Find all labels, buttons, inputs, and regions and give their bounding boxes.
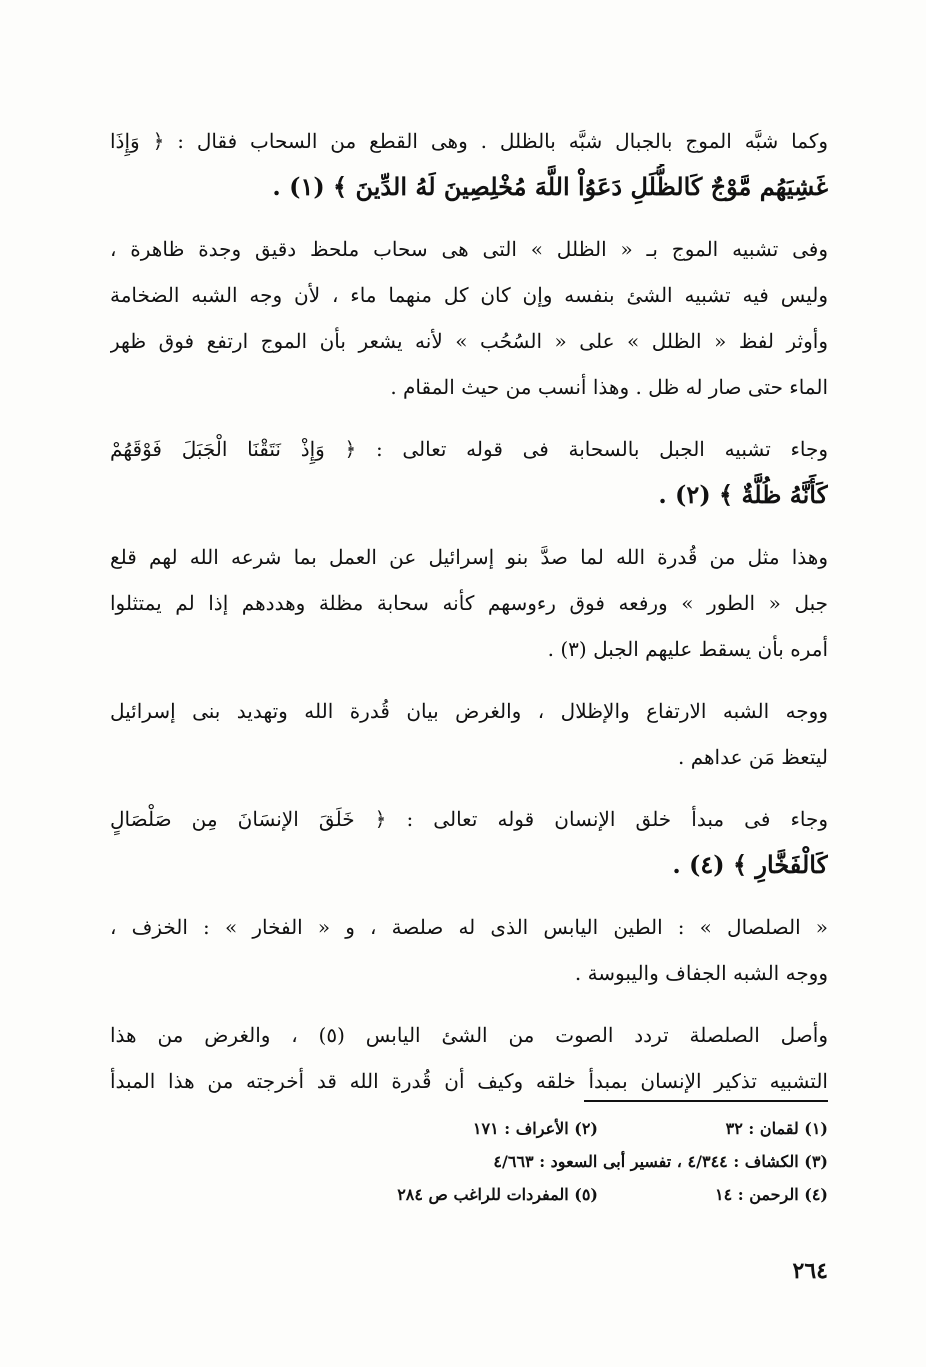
footnote-divider bbox=[584, 1100, 828, 1102]
page-number: ٢٦٤ bbox=[792, 1258, 828, 1284]
text-line: وجاء تشبيه الجبل بالسحابة فى قوله تعالى : ﴿ وَإِذْ نَتَقْنَا الْجَبَلَ فَوْقَهُمْ bbox=[110, 437, 828, 461]
footnote-row bbox=[290, 1178, 828, 1211]
main-text bbox=[110, 118, 828, 1120]
text-line: « الصلصال » : الطين اليابس الذى له صلصة ، و « الفخار » : الخزف ، bbox=[110, 915, 828, 939]
text-line: وجاء فى مبدأ خلق الإنسان قوله تعالى : ﴿ خَلَقَ الإنسَانَ مِن صَلْصَالٍ bbox=[110, 807, 828, 831]
quran-verse-line: كَأَنَّهُ ظُلَّةٌ ﴾ (٢) . bbox=[658, 480, 828, 509]
text-line: ووجه الشبه الارتفاع والإظلال ، والغرض بيان قُدرة الله وتهديد بنى إسرائيل bbox=[110, 699, 828, 723]
text-line: أمره بأن يسقط عليهم الجبل (٣) . bbox=[547, 637, 828, 661]
paragraph-1 bbox=[110, 118, 828, 210]
footnote-4: (٤) الرحمن : ١٤ bbox=[714, 1185, 828, 1204]
paragraph-8 bbox=[110, 1012, 828, 1104]
paragraph-4 bbox=[110, 534, 828, 672]
text-line: ووجه الشبه الجفاف واليبوسة . bbox=[574, 961, 828, 985]
footnote-2: (٢) الأعراف : ١٧١ bbox=[472, 1119, 598, 1138]
text-line: الماء حتى صار له ظل . وهذا أنسب من حيث المقام . bbox=[390, 375, 828, 399]
footnote-3: (٣) الكشاف : ٤/٣٤٤ ، تفسير أبى السعود : ٤/٦٦٣ bbox=[493, 1152, 828, 1171]
text-line: وفى تشبيه الموج بـ « الظلل » التى هى سحاب ملحظ دقيق وجدة ظاهرة ، bbox=[110, 237, 828, 261]
footnote-5: (٥) المفردات للراغب ص ٢٨٤ bbox=[397, 1185, 598, 1204]
paragraph-6 bbox=[110, 796, 828, 888]
paragraph-5 bbox=[110, 688, 828, 780]
footnote-1: (١) لقمان : ٣٢ bbox=[725, 1119, 828, 1138]
footnote-row bbox=[290, 1112, 828, 1145]
text-line: ليتعظ مَن عداهم . bbox=[677, 745, 828, 769]
text-line: التشبيه تذكير الإنسان بمبدأ خلقه وكيف أن قُدرة الله قد أخرجته من هذا المبدأ bbox=[110, 1069, 828, 1093]
footnote-row bbox=[290, 1145, 828, 1178]
text-line: وكما شبَّه الموج بالجبال شبَّه بالظلل . وهى القطع من السحاب فقال : ﴿ وَإِذَا bbox=[110, 129, 828, 153]
footnotes bbox=[290, 1112, 828, 1211]
quran-verse-line: غَشِيَهُم مَّوْجٌ كَالظُّلَلِ دَعَوُاْ اللَّهَ مُخْلِصِينَ لَهُ الدِّينَ ﴾ (١) . bbox=[272, 172, 828, 201]
text-line: وأوثر لفظ « الظلل » على « السُحُب » لأنه يشعر بأن الموج ارتفع فوق ظهر bbox=[110, 329, 828, 353]
text-line: وليس فيه تشبيه الشئ بنفسه وإن كان كل منهما ماء ، لأن وجه الشبه الضخامة bbox=[110, 283, 828, 307]
text-line: جبل « الطور » ورفعه فوق رءوسهم كأنه سحابة مظلة وهددهم إذا لم يمتثلوا bbox=[110, 591, 828, 615]
paragraph-2 bbox=[110, 226, 828, 410]
paragraph-7 bbox=[110, 904, 828, 996]
text-line: وهذا مثل من قُدرة الله لما صدَّ بنو إسرائيل عن العمل بما شرعه الله لهم قلع bbox=[110, 545, 828, 569]
paragraph-3 bbox=[110, 426, 828, 518]
text-line: وأصل الصلصلة تردد الصوت من الشئ اليابس (٥) ، والغرض من هذا bbox=[110, 1023, 828, 1047]
quran-verse-line: كَالْفَخَّارِ ﴾ (٤) . bbox=[672, 850, 828, 879]
